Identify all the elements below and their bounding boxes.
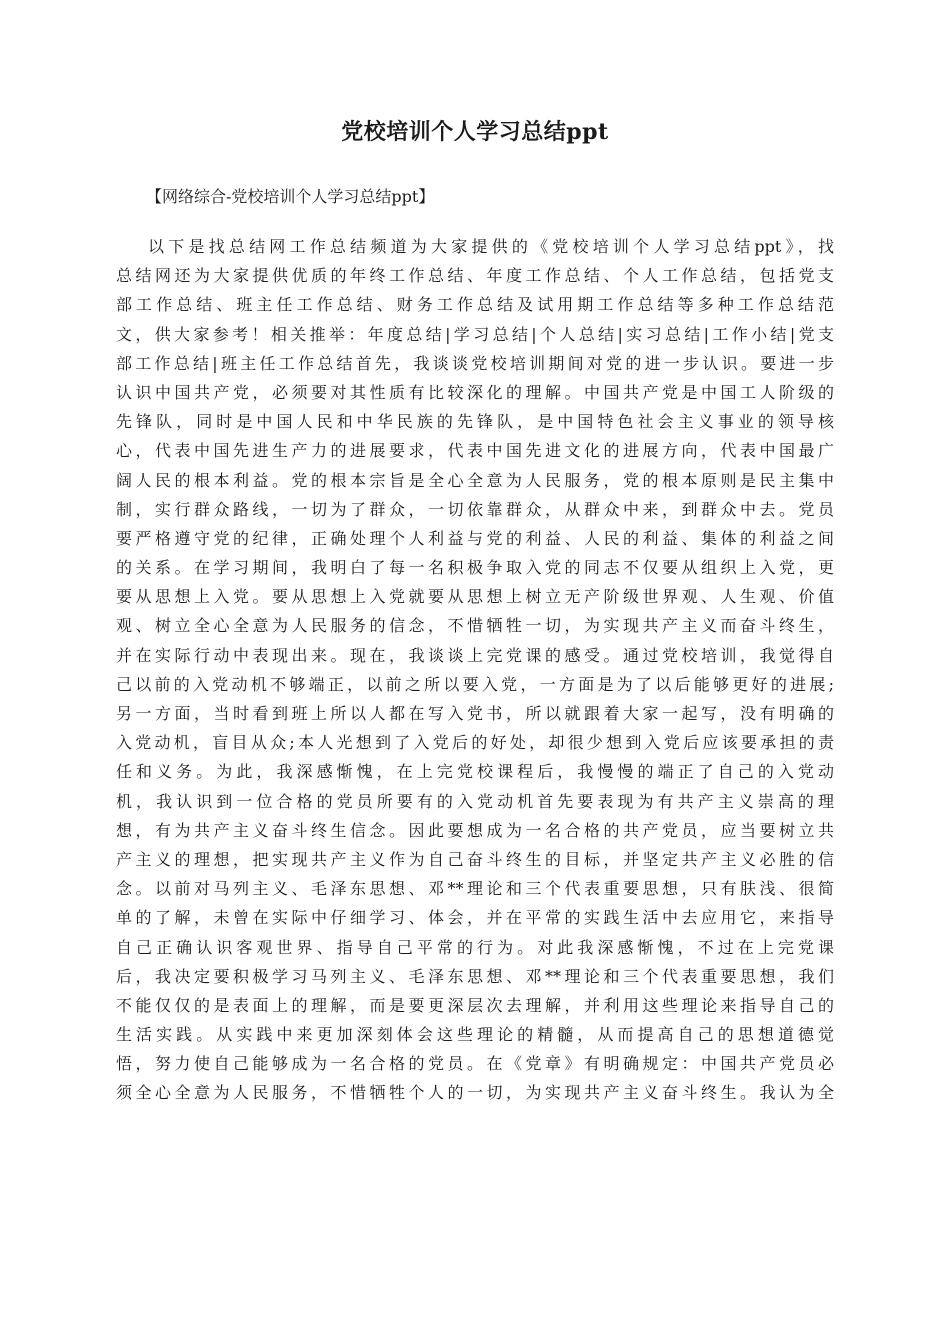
body-line: 单的了解，未曾在实际中仔细学习、体会，并在平常的实践生活中去应用它，来指导 (116, 908, 834, 928)
body-line: 不能仅仅的是表面上的理解，而是要更深层次去理解，并利用这些理论来指导自己的 (116, 995, 834, 1015)
body-line: 并在实际行动中表现出来。现在，我谈谈上完党课的感受。通过党校培训，我觉得自 (116, 645, 834, 665)
body-line: 要从思想上入党。要从思想上入党就要从思想上树立无产阶级世界观、人生观、价值 (116, 587, 834, 607)
body-line: 机，我认识到一位合格的党员所要有的入党动机首先要表现为有共产主义崇高的理 (116, 791, 834, 811)
body-line: 心，代表中国先进生产力的进展要求，代表中国先进文化的进展方向，代表中国最广 (116, 441, 834, 461)
body-line: 以下是找总结网工作总结频道为大家提供的《党校培训个人学习总结ppt》，找 (148, 237, 834, 256)
body-line: 部工作总结、班主任工作总结、财务工作总结及试用期工作总结等多种工作总结范 (116, 295, 834, 315)
body-line: 自己正确认识客观世界、指导自己平常的行为。对此我深感惭愧，不过在上完党课 (116, 937, 834, 957)
body-line: 文，供大家参考！相关推举：年度总结|学习总结|个人总结|实习总结|工作小结|党支 (116, 324, 834, 344)
body-line: 产主义的理想，把实现共产主义作为自己奋斗终生的目标，并坚定共产主义必胜的信 (116, 849, 834, 869)
document-subheading: 【网络综合-党校培训个人学习总结ppt】 (146, 187, 435, 206)
body-line: 想，有为共产主义奋斗终生信念。因此要想成为一名合格的共产党员，应当要树立共 (116, 820, 834, 840)
body-line: 认识中国共产党，必须要对其性质有比较深化的理解。中国共产党是中国工人阶级的 (116, 382, 834, 402)
body-line: 悟，努力使自己能够成为一名合格的党员。在《党章》有明确规定：中国共产党员必 (116, 1054, 834, 1074)
body-line: 观、树立全心全意为人民服务的信念，不惜牺牲一切，为实现共产主义而奋斗终生， (116, 616, 834, 636)
body-line: 另一方面，当时看到班上所以人都在写入党书，所以就跟着大家一起写，没有明确的 (116, 704, 834, 723)
body-line: 阔人民的根本利益。党的根本宗旨是全心全意为人民服务，党的根本原则是民主集中 (116, 470, 834, 490)
body-line: 要严格遵守党的纪律，正确处理个人利益与党的利益、人民的利益、集体的利益之间 (116, 528, 834, 548)
body-line: 须全心全意为人民服务，不惜牺牲个人的一切，为实现共产主义奋斗终生。我认为全 (116, 1083, 834, 1103)
body-line: 制，实行群众路线，一切为了群众，一切依靠群众，从群众中来，到群众中去。党员 (116, 499, 834, 519)
document-body (116, 232, 834, 1108)
body-line: 后，我决定要积极学习马列主义、毛泽东思想、邓**理论和三个代表重要思想，我们 (116, 966, 834, 986)
document-title: 党校培训个人学习总结ppt (341, 119, 609, 145)
body-line: 念。以前对马列主义、毛泽东思想、邓**理论和三个代表重要思想，只有肤浅、很简 (116, 879, 834, 899)
body-line: 己以前的入党动机不够端正，以前之所以要入党，一方面是为了以后能够更好的进展; (116, 674, 834, 694)
body-line: 任和义务。为此，我深感惭愧，在上完党校课程后，我慢慢的端正了自己的入党动 (116, 762, 834, 782)
body-line: 部工作总结|班主任工作总结首先，我谈谈党校培训期间对党的进一步认识。要进一步 (116, 353, 834, 373)
body-line: 总结网还为大家提供优质的年终工作总结、年度工作总结、个人工作总结，包括党支 (116, 266, 834, 286)
body-line: 的关系。在学习期间，我明白了每一名积极争取入党的同志不仅要从组织上入党，更 (116, 558, 834, 578)
body-line: 先锋队，同时是中国人民和中华民族的先锋队，是中国特色社会主义事业的领导核 (116, 412, 834, 432)
body-line: 生活实践。从实践中来更加深刻体会这些理论的精髓，从而提高自己的思想道德觉 (116, 1025, 834, 1045)
body-line: 入党动机，盲目从众;本人光想到了入党后的好处，却很少想到入党后应该要承担的责 (116, 733, 834, 753)
